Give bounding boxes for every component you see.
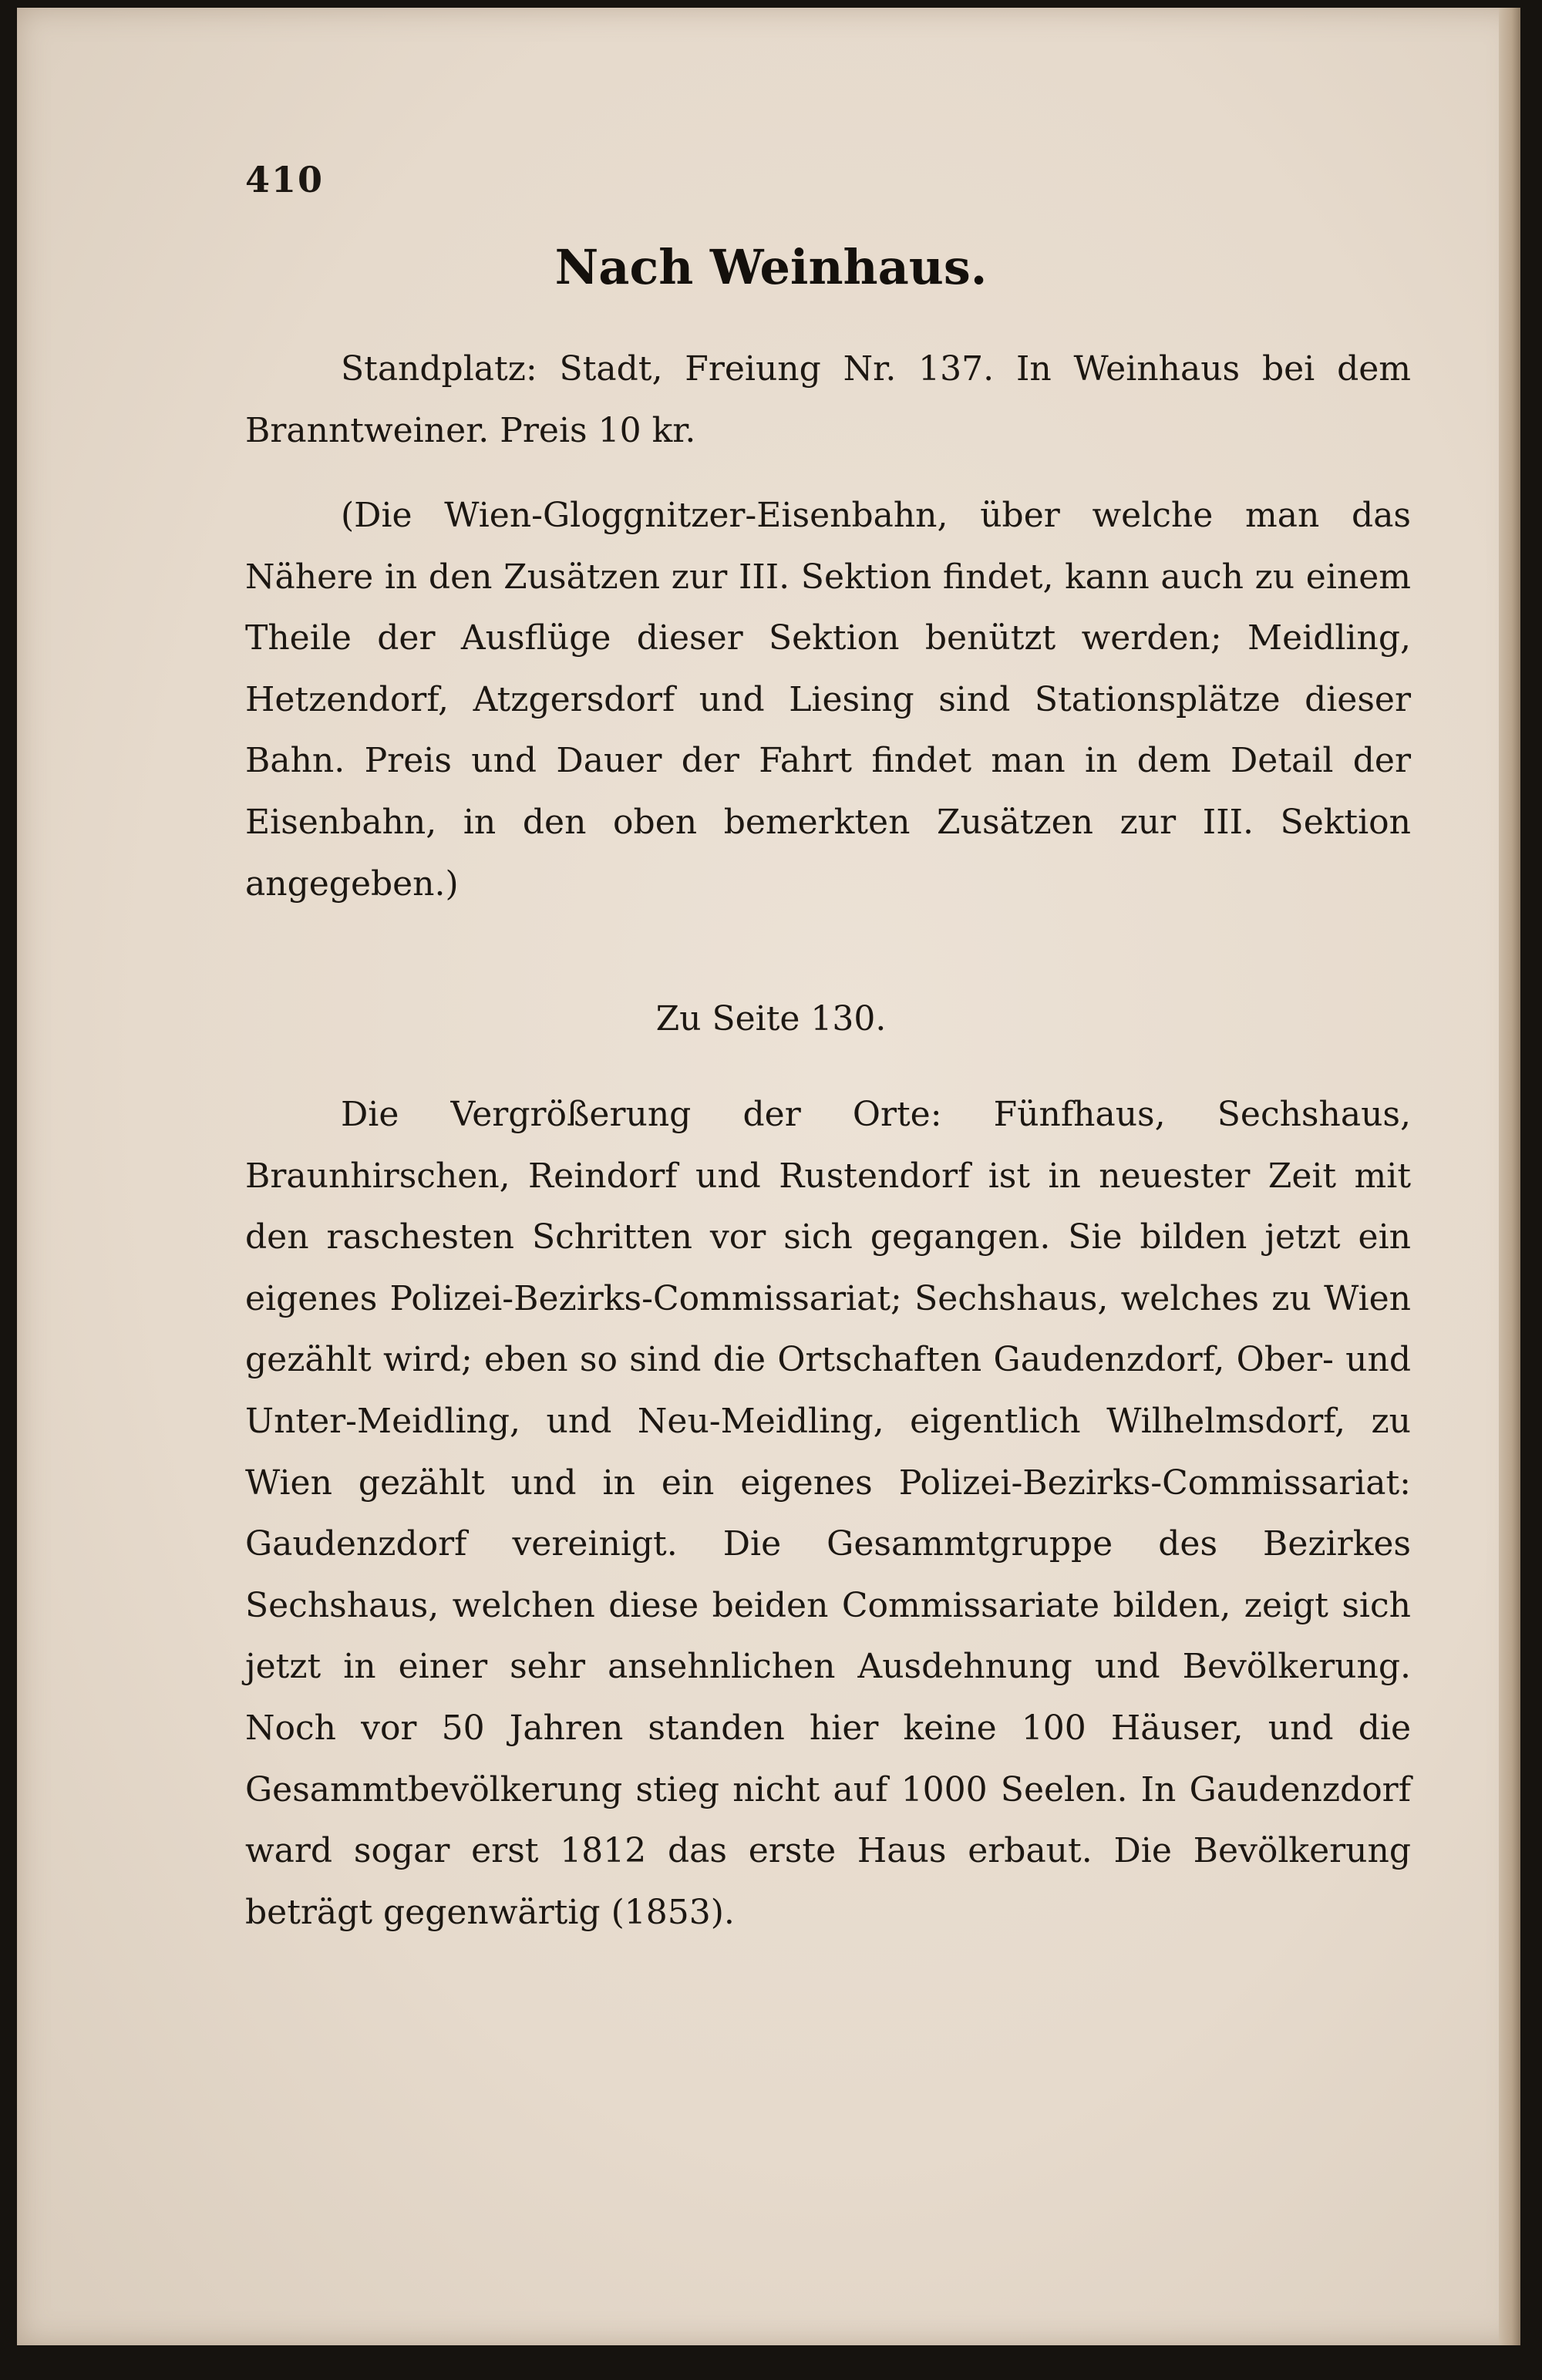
section-subheading: Zu Seite 130. xyxy=(655,999,887,1039)
page-title: Nach Weinhaus. xyxy=(554,239,988,295)
paragraph-vergroesserung: Die Vergrößerung der Orte: Fünfhaus, Sechshaus, Braunhirschen, Reindorf und Rustendorf ist in neuester Zeit mit den raschesten Schritten vor sich gegangen. Sie bilden jetzt ein eigenes Polizei-Bezirks-Commissariat; Sechshaus, welches zu Wien gezählt wird; eben so sind die Ortschaften Gaudenzdorf, Ober- und Unter-Meidling, und Neu-Meidling, eigentlich Wilhelmsdorf, zu Wien gezählt und in ein eigenes Polizei-Bezirks-Commissariat: Gaudenzdorf vereinigt. Die Gesammtgruppe des Bezirkes Sechshaus, welchen diese beiden Commissariate bilden, zeigt sich jetzt in einer sehr ansehnlichen Ausdehnung und Bevölkerung. Noch vor 50 Jahren standen hier keine 100 Häuser, und die Gesammtbevölkerung stieg nicht auf 1000 Seelen. In Gaudenzdorf ward sogar erst 1812 das erste Haus erbaut. Die Bevölkerung beträgt gegenwärtig (1853). xyxy=(245,1095,1411,1932)
page-edge xyxy=(1499,8,1520,2345)
page-number: 410 xyxy=(245,159,325,200)
paragraph-standplatz: Standplatz: Stadt, Freiung Nr. 137. In Weinhaus bei dem Branntweiner. Preis 10 kr. xyxy=(245,349,1411,450)
paragraph-eisenbahn: (Die Wien-Gloggnitzer-Eisenbahn, über welche man das Nähere in den Zusätzen zur III. Sektion findet, kann auch zu einem Theile der Ausflüge dieser Sektion benützt werden; Meidling, Hetzendorf, Atzgersdorf und Liesing sind Stationsplätze dieser Bahn. Preis und Dauer der Fahrt findet man in dem Detail der Eisenbahn, in den oben bemerkten Zusätzen zur III. Sektion angegeben.) xyxy=(245,496,1411,904)
